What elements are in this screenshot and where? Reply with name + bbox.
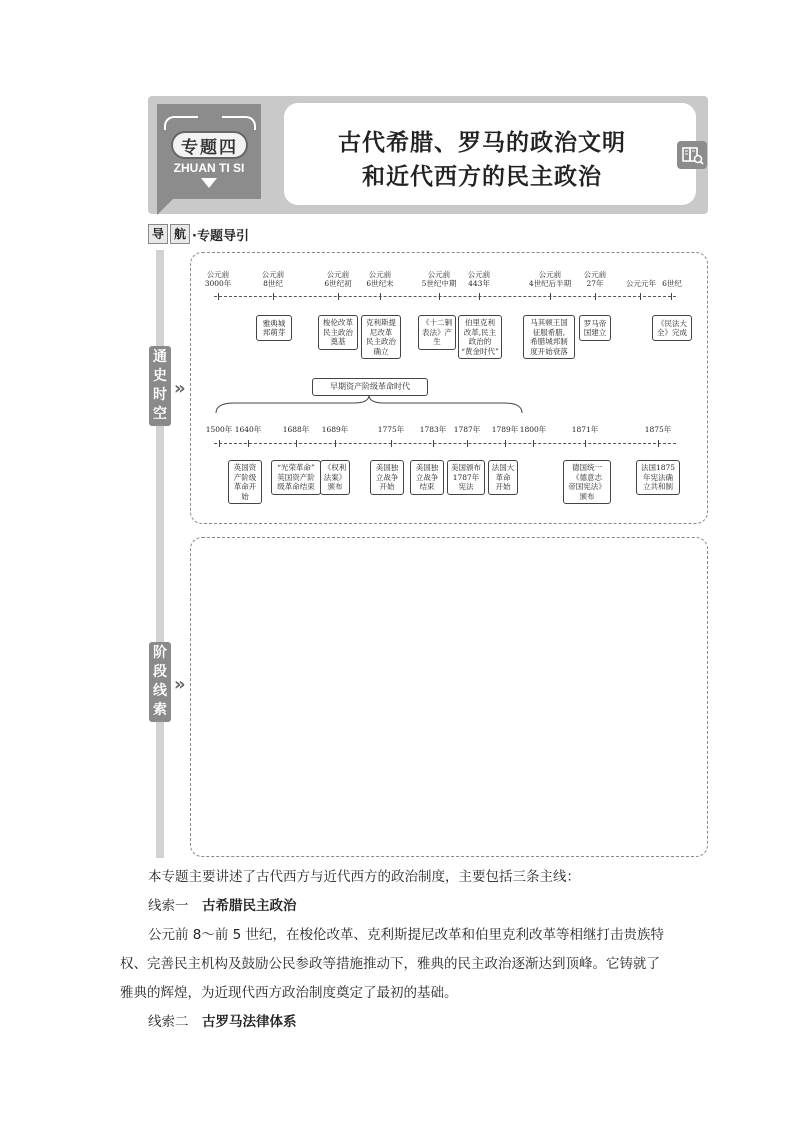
timeline-axis [214, 443, 676, 444]
double-chevron-right-icon: » [174, 674, 186, 695]
side-label-clues [149, 642, 171, 722]
timeline-event: 《权利 法案》 颁布 [320, 460, 350, 495]
badge-curl-right [222, 116, 256, 130]
timeline-date: 1800年 [519, 425, 547, 434]
timeline-date: 公元前 443年 [467, 270, 491, 288]
timeline-event: 美国颁布 1787年 宪法 [447, 460, 485, 495]
timeline-tick [338, 293, 339, 300]
timeline-date: 1688年 [282, 425, 310, 434]
side-label-char: 阶 [153, 645, 167, 661]
timeline-date: 1783年 [419, 425, 447, 434]
side-label-char: 线 [153, 683, 167, 699]
timeline-tick [658, 440, 659, 447]
timeline-tick [335, 440, 336, 447]
timeline-event: 克利斯提 尼改革 民主政治 确立 [361, 315, 401, 359]
section-label-guide [148, 224, 249, 244]
paragraph-line: 公元前 8～前 5 世纪，在梭伦改革、克利斯提尼改革和伯里克利改革等相继打击贵族特 [148, 927, 665, 943]
timeline-tick [273, 293, 274, 300]
timeline-date: 公元前 27年 [583, 270, 607, 288]
timeline-date: 1789年 [491, 425, 519, 434]
double-chevron-right-icon: » [174, 378, 186, 399]
timeline-date: 6世纪 [662, 279, 682, 288]
clue-label: 线索二 [148, 1014, 189, 1030]
clue-title: 古罗马法律体系 [202, 1014, 297, 1030]
timeline-event: 罗马帝 国建立 [579, 315, 611, 341]
timeline-date: 公元元年 [626, 279, 656, 288]
timeline-tick [380, 293, 381, 300]
timeline-tick [296, 440, 297, 447]
timeline-event: 马其顿王国 征服希腊, 希腊城邦制 度开始衰落 [523, 315, 575, 359]
timeline-date: 公元前 6世纪初 [324, 270, 352, 288]
left-vertical-bar [156, 250, 164, 858]
timeline-event: 《十二铜 表法》产 生 [418, 315, 456, 350]
timeline-date: 1640年 [234, 425, 262, 434]
timeline-event: 伯里克利 改革,民主 政治的 “黄金时代” [458, 315, 502, 359]
timeline-tick [640, 293, 641, 300]
side-label-char: 空 [153, 406, 167, 422]
intro-paragraph: 本专题主要讲述了古代西方与近代西方的政治制度，主要包括三条主线： [148, 869, 580, 885]
timeline-tick [248, 440, 249, 447]
timeline-event: 英国资 产阶级 革命开 始 [228, 460, 262, 504]
timeline-date: 1775年 [377, 425, 405, 434]
side-label-timeline [149, 346, 171, 426]
clue2-heading [148, 1008, 708, 1037]
timeline-event: 美国独 立战争 开始 [370, 460, 404, 495]
clue-label: 线索一 [148, 898, 189, 914]
timeline-tick [479, 293, 480, 300]
timeline-event: 德国统一 《德意志 帝国宪法》 颁布 [563, 460, 611, 504]
timeline-tick [219, 440, 220, 447]
timeline-tick [671, 293, 672, 300]
page-title-line1: 古代希腊、罗马的政治文明 [338, 130, 626, 156]
timeline-tick [533, 440, 534, 447]
era-brace [214, 393, 524, 415]
timeline-event: 法国大 革命 开始 [488, 460, 518, 495]
book-search-icon [677, 141, 707, 169]
timeline-date: 1689年 [321, 425, 349, 434]
nav-char-box: 导 [148, 224, 168, 244]
timeline-axis [214, 296, 676, 297]
timeline-tick [505, 440, 506, 447]
clue-title: 古希腊民主政治 [202, 898, 297, 914]
badge-curl-left [164, 116, 198, 130]
nav-label-text: ·专题导引 [192, 228, 249, 244]
timeline-date: 1787年 [453, 425, 481, 434]
timeline-date: 公元前 6世纪末 [366, 270, 394, 288]
timeline-event: 梭伦改革 民主政治 奠基 [318, 315, 358, 350]
side-label-char: 通 [153, 349, 167, 365]
timeline-date: 1875年 [644, 425, 672, 434]
timeline-tick [439, 293, 440, 300]
paragraph-line: 权、完善民主机构及鼓励公民参政等措施推动下，雅典的民主政治逐渐达到顶峰。它铸就了 [120, 956, 660, 972]
timeline-date: 公元前 3000年 [204, 270, 232, 288]
clues-panel [190, 537, 708, 857]
era-label: 早期资产阶级革命时代 [312, 378, 428, 396]
timeline-tick [218, 293, 219, 300]
clue1-heading [148, 892, 708, 921]
side-label-char: 时 [153, 387, 167, 403]
timeline-date: 公元前 8世纪 [261, 270, 285, 288]
badge-pinyin-text: ZHUAN TI SI [173, 161, 245, 175]
timeline-tick [585, 440, 586, 447]
badge-fold-decoration [157, 199, 173, 215]
timeline-event: 雅典城 邦萌芽 [256, 315, 292, 341]
timeline-tick [467, 440, 468, 447]
side-label-char: 史 [153, 368, 167, 384]
badge-down-triangle-icon [201, 178, 217, 188]
paragraph-line: 雅典的辉煌，为近现代西方政治制度奠定了最初的基础。 [120, 985, 458, 1001]
timeline-tick [391, 440, 392, 447]
timeline-date: 1871年 [571, 425, 599, 434]
timeline-tick [550, 293, 551, 300]
timeline-date: 公元前 5世纪中期 [421, 270, 457, 288]
badge-main-text: 专题四 [171, 131, 248, 159]
side-label-char: 索 [153, 702, 167, 718]
timeline-event: 法国1875 年宪法确 立共和制 [636, 460, 680, 495]
timeline-event: 《民法大 全》完成 [652, 315, 692, 341]
side-label-char: 段 [153, 664, 167, 680]
timeline-event: “光荣革命” 英国资产阶 级革命结束 [271, 460, 321, 495]
timeline-tick [595, 293, 596, 300]
timeline-date: 公元前 4世纪后半期 [528, 270, 572, 288]
page-title-line2: 和近代西方的民主政治 [362, 164, 602, 190]
timeline-date: 1500年 [205, 425, 233, 434]
nav-char-box: 航 [170, 224, 190, 244]
timeline-tick [433, 440, 434, 447]
timeline-event: 美国独 立战争 结束 [410, 460, 444, 495]
